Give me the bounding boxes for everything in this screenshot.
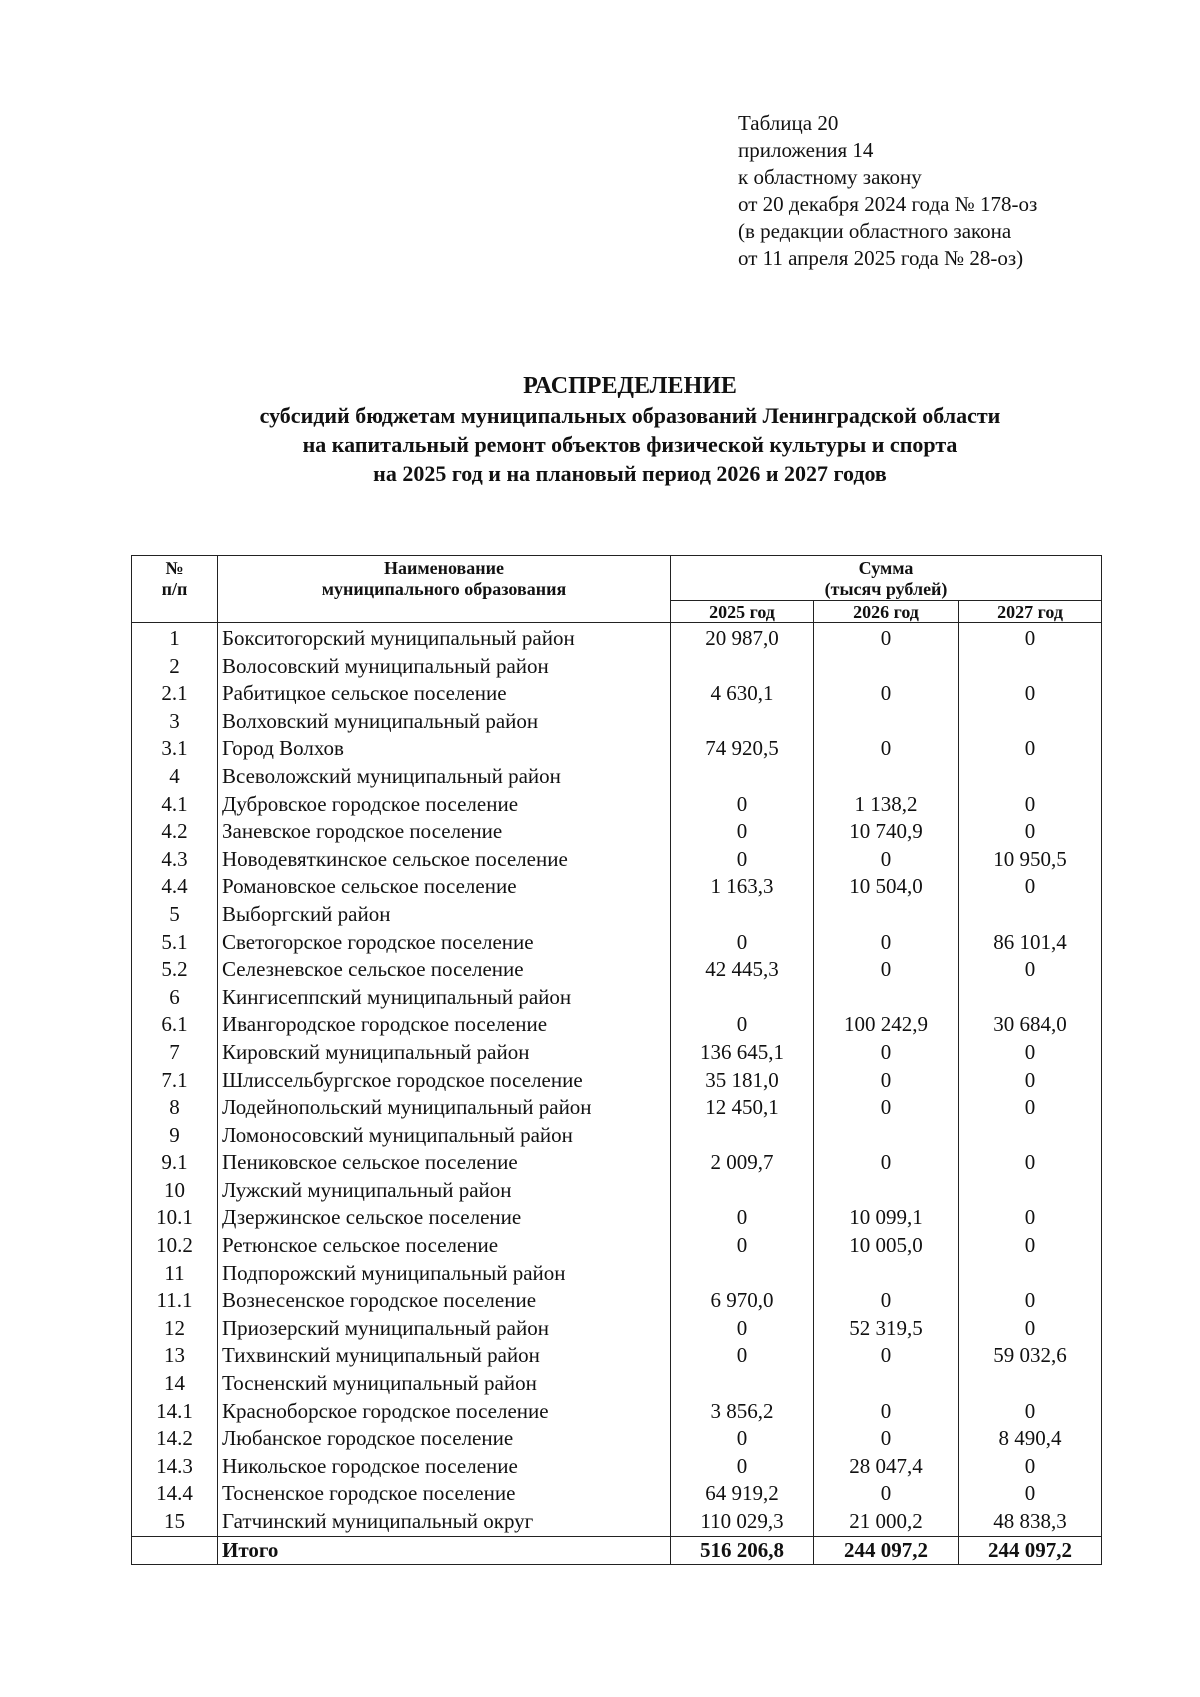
row-value-2026 — [814, 763, 959, 791]
row-number: 5 — [132, 901, 218, 929]
row-value-2025 — [671, 653, 814, 681]
row-value-2025: 136 645,1 — [671, 1039, 814, 1067]
row-number: 5.2 — [132, 956, 218, 984]
col-header-text: п/п — [161, 579, 188, 599]
table-row — [132, 653, 1102, 681]
row-value-2027: 0 — [959, 1094, 1102, 1122]
row-name: Селезневское сельское поселение — [218, 956, 671, 984]
row-value-2025 — [671, 1260, 814, 1288]
row-number: 9 — [132, 1122, 218, 1150]
row-name: Дзержинское сельское поселение — [218, 1204, 671, 1232]
row-number: 15 — [132, 1508, 218, 1536]
row-value-2026: 0 — [814, 1425, 959, 1453]
row-value-2026 — [814, 1122, 959, 1150]
document-header — [738, 110, 1037, 272]
row-value-2027: 0 — [959, 873, 1102, 901]
row-value-2027: 48 838,3 — [959, 1508, 1102, 1536]
table-row — [132, 846, 1102, 874]
row-number: 12 — [132, 1315, 218, 1343]
row-value-2027: 0 — [959, 791, 1102, 819]
table-row — [132, 708, 1102, 736]
col-header-text: № — [165, 558, 184, 578]
row-value-2027: 0 — [959, 956, 1102, 984]
row-value-2026: 0 — [814, 623, 959, 653]
table-row — [132, 1425, 1102, 1453]
row-value-2027: 0 — [959, 1315, 1102, 1343]
row-value-2025: 42 445,3 — [671, 956, 814, 984]
row-number: 5.1 — [132, 929, 218, 957]
row-value-2027 — [959, 901, 1102, 929]
row-value-2027: 0 — [959, 1287, 1102, 1315]
row-value-2026 — [814, 984, 959, 1012]
row-number: 1 — [132, 623, 218, 653]
row-name: Тосненское городское поселение — [218, 1480, 671, 1508]
row-value-2026: 10 740,9 — [814, 818, 959, 846]
row-name: Любанское городское поселение — [218, 1425, 671, 1453]
row-value-2027: 0 — [959, 735, 1102, 763]
row-number: 6.1 — [132, 1011, 218, 1039]
row-number: 2.1 — [132, 680, 218, 708]
row-name: Приозерский муниципальный район — [218, 1315, 671, 1343]
row-value-2027 — [959, 1122, 1102, 1150]
row-name: Лодейнопольский муниципальный район — [218, 1094, 671, 1122]
row-value-2025: 0 — [671, 1453, 814, 1481]
row-name: Вознесенское городское поселение — [218, 1287, 671, 1315]
row-value-2026: 10 099,1 — [814, 1204, 959, 1232]
row-name: Шлиссельбургское городское поселение — [218, 1067, 671, 1095]
row-number: 14.4 — [132, 1480, 218, 1508]
table-row — [132, 929, 1102, 957]
row-value-2026: 0 — [814, 680, 959, 708]
row-value-2026: 52 319,5 — [814, 1315, 959, 1343]
total-label: Итого — [218, 1536, 671, 1564]
row-value-2026: 0 — [814, 1480, 959, 1508]
row-number: 13 — [132, 1342, 218, 1370]
row-value-2025: 35 181,0 — [671, 1067, 814, 1095]
row-number: 9.1 — [132, 1149, 218, 1177]
row-value-2027 — [959, 1177, 1102, 1205]
row-value-2026 — [814, 708, 959, 736]
row-value-2025 — [671, 984, 814, 1012]
table-row — [132, 735, 1102, 763]
table-row — [132, 1480, 1102, 1508]
row-number: 3.1 — [132, 735, 218, 763]
table-row — [132, 873, 1102, 901]
row-value-2026: 10 504,0 — [814, 873, 959, 901]
row-value-2025: 110 029,3 — [671, 1508, 814, 1536]
row-value-2026: 1 138,2 — [814, 791, 959, 819]
row-number: 3 — [132, 708, 218, 736]
row-number: 14 — [132, 1370, 218, 1398]
table-row — [132, 1177, 1102, 1205]
row-name: Подпорожский муниципальный район — [218, 1260, 671, 1288]
row-name: Ивангородское городское поселение — [218, 1011, 671, 1039]
header-line: от 11 апреля 2025 года № 28-оз) — [738, 246, 1024, 270]
row-value-2026: 0 — [814, 1287, 959, 1315]
table-row — [132, 1122, 1102, 1150]
row-value-2025: 0 — [671, 1425, 814, 1453]
row-value-2026: 0 — [814, 735, 959, 763]
row-name: Тихвинский муниципальный район — [218, 1342, 671, 1370]
row-value-2026: 0 — [814, 846, 959, 874]
row-value-2026: 0 — [814, 1149, 959, 1177]
row-number: 8 — [132, 1094, 218, 1122]
row-value-2027 — [959, 653, 1102, 681]
row-value-2025: 2 009,7 — [671, 1149, 814, 1177]
table-row — [132, 763, 1102, 791]
title-line: на 2025 год и на плановый период 2026 и 2027 годов — [373, 461, 887, 486]
row-value-2025: 4 630,1 — [671, 680, 814, 708]
row-number: 4.3 — [132, 846, 218, 874]
row-number: 11.1 — [132, 1287, 218, 1315]
row-value-2026: 0 — [814, 1067, 959, 1095]
col-header-year: 2026 год — [814, 601, 959, 623]
row-value-2025: 0 — [671, 929, 814, 957]
total-value-2025: 516 206,8 — [671, 1536, 814, 1564]
row-value-2025: 12 450,1 — [671, 1094, 814, 1122]
table-row — [132, 1094, 1102, 1122]
table-row — [132, 1287, 1102, 1315]
title-line: на капитальный ремонт объектов физической культуры и спорта — [302, 432, 958, 457]
table-row — [132, 791, 1102, 819]
col-header-text: Наименование — [384, 558, 504, 578]
row-value-2027: 59 032,6 — [959, 1342, 1102, 1370]
row-value-2025: 74 920,5 — [671, 735, 814, 763]
row-value-2027: 0 — [959, 1039, 1102, 1067]
row-value-2027: 10 950,5 — [959, 846, 1102, 874]
row-value-2026: 0 — [814, 956, 959, 984]
row-name: Выборгский район — [218, 901, 671, 929]
row-value-2025 — [671, 1370, 814, 1398]
header-line: к областному закону — [738, 165, 922, 189]
row-value-2027: 0 — [959, 1149, 1102, 1177]
row-value-2027: 0 — [959, 1453, 1102, 1481]
table-row — [132, 1260, 1102, 1288]
row-number: 7 — [132, 1039, 218, 1067]
row-value-2025 — [671, 708, 814, 736]
row-value-2026: 0 — [814, 1094, 959, 1122]
row-value-2026: 28 047,4 — [814, 1453, 959, 1481]
header-line: приложения 14 — [738, 138, 874, 162]
table-row — [132, 1011, 1102, 1039]
row-number: 4 — [132, 763, 218, 791]
table-row — [132, 1508, 1102, 1536]
table-row — [132, 623, 1102, 653]
row-name: Город Волхов — [218, 735, 671, 763]
row-name: Светогорское городское поселение — [218, 929, 671, 957]
row-number: 10.1 — [132, 1204, 218, 1232]
col-header-sum — [671, 556, 1102, 601]
table-row — [132, 1342, 1102, 1370]
row-value-2027: 0 — [959, 818, 1102, 846]
row-name: Романовское сельское поселение — [218, 873, 671, 901]
col-header-name — [218, 556, 671, 623]
col-header-text: муниципального образования — [321, 579, 567, 599]
row-value-2027 — [959, 763, 1102, 791]
row-name: Волосовский муниципальный район — [218, 653, 671, 681]
row-number: 10 — [132, 1177, 218, 1205]
table-row — [132, 1453, 1102, 1481]
row-number: 10.2 — [132, 1232, 218, 1260]
row-value-2026: 21 000,2 — [814, 1508, 959, 1536]
row-name: Ломоносовский муниципальный район — [218, 1122, 671, 1150]
row-number: 4.2 — [132, 818, 218, 846]
col-header-year: 2027 год — [959, 601, 1102, 623]
row-value-2025 — [671, 1122, 814, 1150]
row-value-2027: 0 — [959, 680, 1102, 708]
row-value-2027: 0 — [959, 1480, 1102, 1508]
col-header-text: (тысяч рублей) — [824, 579, 948, 599]
table-row — [132, 1398, 1102, 1426]
row-number: 6 — [132, 984, 218, 1012]
row-value-2025: 6 970,0 — [671, 1287, 814, 1315]
row-value-2025: 0 — [671, 791, 814, 819]
row-name: Пениковское сельское поселение — [218, 1149, 671, 1177]
row-value-2027 — [959, 1260, 1102, 1288]
row-name: Красноборское городское поселение — [218, 1398, 671, 1426]
row-number: 2 — [132, 653, 218, 681]
table-row — [132, 1149, 1102, 1177]
title-line: субсидий бюджетам муниципальных образований Ленинградской области — [259, 403, 1001, 428]
row-value-2025 — [671, 1177, 814, 1205]
row-value-2025: 0 — [671, 1011, 814, 1039]
row-value-2026: 0 — [814, 929, 959, 957]
row-value-2026: 100 242,9 — [814, 1011, 959, 1039]
total-value-2026: 244 097,2 — [814, 1536, 959, 1564]
row-name: Волховский муниципальный район — [218, 708, 671, 736]
table-row — [132, 956, 1102, 984]
table-row — [132, 1039, 1102, 1067]
row-value-2025: 0 — [671, 1204, 814, 1232]
row-value-2025: 1 163,3 — [671, 873, 814, 901]
table-row — [132, 680, 1102, 708]
row-number: 14.1 — [132, 1398, 218, 1426]
col-header-year: 2025 год — [671, 601, 814, 623]
table-row — [132, 984, 1102, 1012]
table-row — [132, 818, 1102, 846]
row-name: Рабитицкое сельское поселение — [218, 680, 671, 708]
row-value-2026 — [814, 1177, 959, 1205]
row-name: Новодевяткинское сельское поселение — [218, 846, 671, 874]
row-value-2026 — [814, 653, 959, 681]
row-name: Кингисеппский муниципальный район — [218, 984, 671, 1012]
subsidy-table — [131, 555, 1102, 1565]
row-name: Заневское городское поселение — [218, 818, 671, 846]
row-name: Дубровское городское поселение — [218, 791, 671, 819]
table-row — [132, 1315, 1102, 1343]
row-value-2027: 30 684,0 — [959, 1011, 1102, 1039]
row-value-2027: 0 — [959, 623, 1102, 653]
total-row — [132, 1536, 1102, 1564]
table-row — [132, 1204, 1102, 1232]
table-row — [132, 901, 1102, 929]
row-name: Всеволожский муниципальный район — [218, 763, 671, 791]
row-number: 4.4 — [132, 873, 218, 901]
row-name: Бокситогорский муниципальный район — [218, 623, 671, 653]
table-row — [132, 1067, 1102, 1095]
row-value-2027: 0 — [959, 1204, 1102, 1232]
col-header-text: Сумма — [858, 558, 914, 578]
row-number: 7.1 — [132, 1067, 218, 1095]
table-body — [132, 623, 1102, 1565]
row-name: Тосненский муниципальный район — [218, 1370, 671, 1398]
row-value-2025: 0 — [671, 1342, 814, 1370]
row-value-2026 — [814, 1260, 959, 1288]
row-name: Никольское городское поселение — [218, 1453, 671, 1481]
row-value-2027 — [959, 984, 1102, 1012]
row-value-2027: 0 — [959, 1067, 1102, 1095]
row-value-2027 — [959, 708, 1102, 736]
row-number: 4.1 — [132, 791, 218, 819]
row-value-2027 — [959, 1370, 1102, 1398]
header-line: от 20 декабря 2024 года № 178-оз — [738, 192, 1038, 216]
title-main: РАСПРЕДЕЛЕНИЕ — [523, 373, 737, 399]
total-number — [132, 1536, 218, 1564]
row-name: Кировский муниципальный район — [218, 1039, 671, 1067]
col-header-number — [132, 556, 218, 623]
row-value-2026: 0 — [814, 1398, 959, 1426]
row-name: Гатчинский муниципальный округ — [218, 1508, 671, 1536]
row-value-2026 — [814, 901, 959, 929]
row-value-2027: 0 — [959, 1232, 1102, 1260]
header-line: (в редакции областного закона — [738, 219, 1012, 243]
row-value-2026: 0 — [814, 1039, 959, 1067]
row-value-2027: 8 490,4 — [959, 1425, 1102, 1453]
row-value-2026 — [814, 1370, 959, 1398]
row-value-2025: 0 — [671, 846, 814, 874]
row-value-2027: 86 101,4 — [959, 929, 1102, 957]
row-value-2025 — [671, 901, 814, 929]
row-value-2025: 0 — [671, 818, 814, 846]
row-value-2025: 0 — [671, 1232, 814, 1260]
row-value-2026: 10 005,0 — [814, 1232, 959, 1260]
row-value-2025 — [671, 763, 814, 791]
table-row — [132, 1232, 1102, 1260]
row-value-2025: 64 919,2 — [671, 1480, 814, 1508]
row-value-2026: 0 — [814, 1342, 959, 1370]
row-name: Ретюнское сельское поселение — [218, 1232, 671, 1260]
row-number: 11 — [132, 1260, 218, 1288]
row-value-2025: 0 — [671, 1315, 814, 1343]
header-line: Таблица 20 — [738, 111, 839, 135]
row-number: 14.2 — [132, 1425, 218, 1453]
row-value-2025: 3 856,2 — [671, 1398, 814, 1426]
total-value-2027: 244 097,2 — [959, 1536, 1102, 1564]
document-title — [100, 372, 1160, 488]
row-value-2025: 20 987,0 — [671, 623, 814, 653]
table-row — [132, 1370, 1102, 1398]
row-value-2027: 0 — [959, 1398, 1102, 1426]
row-number: 14.3 — [132, 1453, 218, 1481]
row-name: Лужский муниципальный район — [218, 1177, 671, 1205]
